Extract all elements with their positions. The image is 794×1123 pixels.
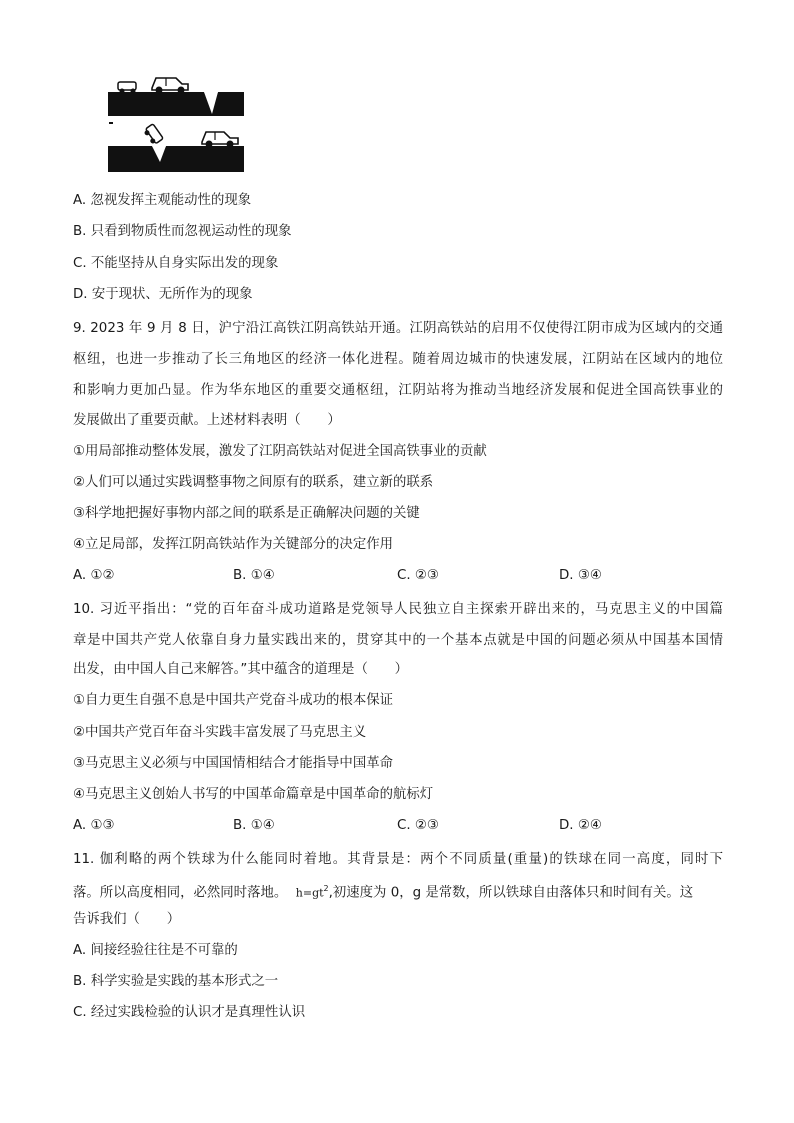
q10-stem-line: 出发，由中国人自己来解答。”其中蕴含的道理是（ ）	[73, 662, 409, 677]
q11-stem-line: 11. 伽利略的两个铁球为什么能同时着地。其背景是：两个不同质量(重量)的铁球在同一高度，同时下	[73, 852, 723, 867]
q11-stem-text: ,初速度为 0，g 是常数，所以铁球自由落体只和时间有关。这	[328, 885, 694, 901]
cartoon-figure	[106, 62, 248, 174]
q11-option-a: A. 间接经验往往是不可靠的	[73, 943, 238, 958]
q8-option-b: B. 只看到物质性而忽视运动性的现象	[73, 224, 292, 239]
q9-choice-c: C. ②③	[397, 568, 439, 583]
q8-option-d: D. 安于现状、无所作为的现象	[73, 287, 253, 302]
q9-statement: ②人们可以通过实践调整事物之间原有的联系，建立新的联系	[73, 475, 434, 490]
q10-choice-d: D. ②④	[559, 818, 602, 833]
q9-choices	[73, 567, 733, 585]
q10-statement: ①自力更生自强不息是中国共产党奋斗成功的根本保证	[73, 693, 393, 708]
q10-statement: ③马克思主义必须与中国国情相结合才能指导中国革命	[73, 756, 393, 771]
q9-stem-line: 9. 2023 年 9 月 8 日，沪宁沿江高铁江阴高铁站开通。江阴高铁站的启用不仅使得江阴市成为区域内的交通	[73, 321, 723, 336]
q11-formula: h=gt	[295, 886, 324, 900]
q10-choice-b: B. ①④	[233, 818, 275, 833]
q10-choice-a: A. ①③	[73, 818, 115, 833]
q11-stem-line	[73, 880, 693, 902]
q9-stem-line: 发展做出了重要贡献。上述材料表明（ ）	[73, 413, 341, 428]
q11-option-c: C. 经过实践检验的认识才是真理性认识	[73, 1005, 306, 1020]
q9-statement: ④立足局部，发挥江阴高铁站作为关键部分的决定作用	[73, 537, 393, 552]
q9-statement: ③科学地把握好事物内部之间的联系是正确解决问题的关键	[73, 506, 420, 521]
q10-stem-line: 10. 习近平指出：“党的百年奋斗成功道路是党领导人民独立自主探索开辟出来的，马克思主义的中国篇	[73, 602, 723, 617]
q9-choice-a: A. ①②	[73, 568, 115, 583]
q11-formula-exponent: 2	[323, 884, 329, 893]
q10-choice-c: C. ②③	[397, 818, 439, 833]
q11-stem-line: 告诉我们（ ）	[73, 912, 181, 927]
q9-stem-line: 和影响力更加凸显。作为华东地区的重要交通枢纽，江阴站将为推动当地经济发展和促进全国高铁事业的	[73, 383, 723, 398]
q8-option-a: A. 忽视发挥主观能动性的现象	[73, 193, 252, 208]
q10-stem-line: 章是中国共产党人依靠自身力量实践出来的，贯穿其中的一个基本点就是中国的问题必须从中国基本国情	[73, 633, 723, 648]
q11-stem-text: 落。所以高度相同，必然同时落地。	[73, 885, 288, 901]
q9-choice-b: B. ①④	[233, 568, 275, 583]
q10-statement: ②中国共产党百年奋斗实践丰富发展了马克思主义	[73, 725, 367, 740]
cartoon-car-cliff-icon	[108, 78, 244, 172]
q10-choices	[73, 817, 733, 835]
q11-option-b: B. 科学实验是实践的基本形式之一	[73, 974, 279, 989]
q9-stem-line: 枢纽，也进一步推动了长三角地区的经济一体化进程。随着周边城市的快速发展，江阴站在区域内的地位	[73, 352, 723, 367]
q9-choice-d: D. ③④	[559, 568, 602, 583]
q10-statement: ④马克思主义创始人书写的中国革命篇章是中国革命的航标灯	[73, 787, 434, 802]
q8-option-c: C. 不能坚持从自身实际出发的现象	[73, 256, 279, 271]
q9-statement: ①用局部推动整体发展，激发了江阴高铁站对促进全国高铁事业的贡献	[73, 444, 487, 459]
